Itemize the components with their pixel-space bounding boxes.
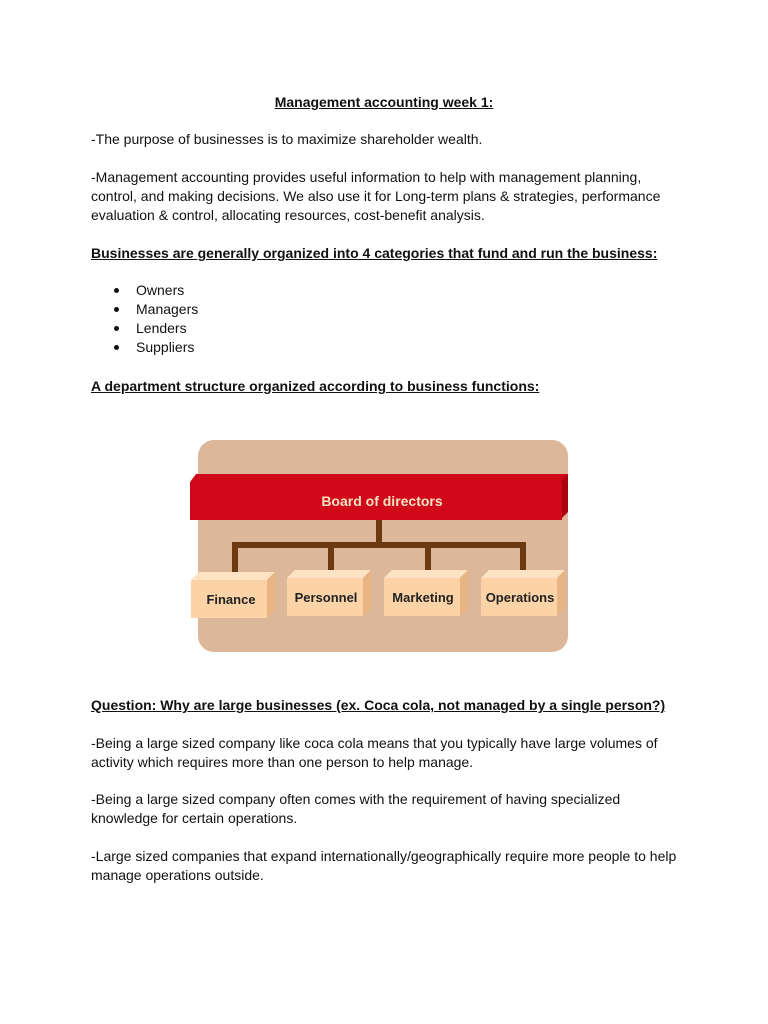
structure-heading: A department structure organized according to business functions: [91,378,540,394]
department-label: Finance [206,592,256,607]
answer-paragraph-3: -Large sized companies that expand internationally/geographically require more people to help manage operations outside. [91,848,677,883]
list-item: Suppliers [91,338,198,357]
connector-trunk [376,520,382,544]
categories-list [91,281,198,357]
list-item: Lenders [91,319,198,338]
org-chart-diagram [188,438,572,654]
department-label: Operations [485,590,555,605]
box-side [557,570,565,616]
document-title: Management accounting week 1: [274,94,494,110]
board-banner-top [190,474,568,482]
question-heading: Question: Why are large businesses (ex. Coca cola, not managed by a single person?) [91,697,666,713]
list-item: Managers [91,300,198,319]
connector-finance [232,542,238,576]
box-side [267,572,275,618]
connector-bar [232,542,526,548]
box-top [191,572,275,580]
box-top [384,570,468,578]
answer-paragraph-2: -Being a large sized company often comes with the requirement of having specialized knowledge for certain operations. [91,791,621,826]
list-item: Owners [91,281,198,300]
department-label: Marketing [392,590,454,605]
department-box-marketing [384,570,468,616]
box-side [460,570,468,616]
department-box-finance [191,572,275,618]
paragraph-purpose: -The purpose of businesses is to maximize shareholder wealth. [91,131,483,147]
box-top [481,570,565,578]
box-side [363,570,371,616]
department-label: Personnel [294,590,358,605]
paragraph-management-accounting: -Management accounting provides useful information to help with management planning, control, and making decisions. We also use it for Long-term plans & strategies, performance evaluation & control, allocating resources, cost-benefit analysis. [91,169,661,223]
board-label: Board of directors [321,493,443,509]
categories-heading: Businesses are generally organized into 4 categories that fund and run the business: [91,245,658,261]
box-top [287,570,371,578]
answer-paragraph-1: -Being a large sized company like coca cola means that you typically have large volumes of activity which requires more than one person to help manage. [91,735,658,770]
department-box-personnel [287,570,371,616]
department-box-operations [481,570,565,616]
